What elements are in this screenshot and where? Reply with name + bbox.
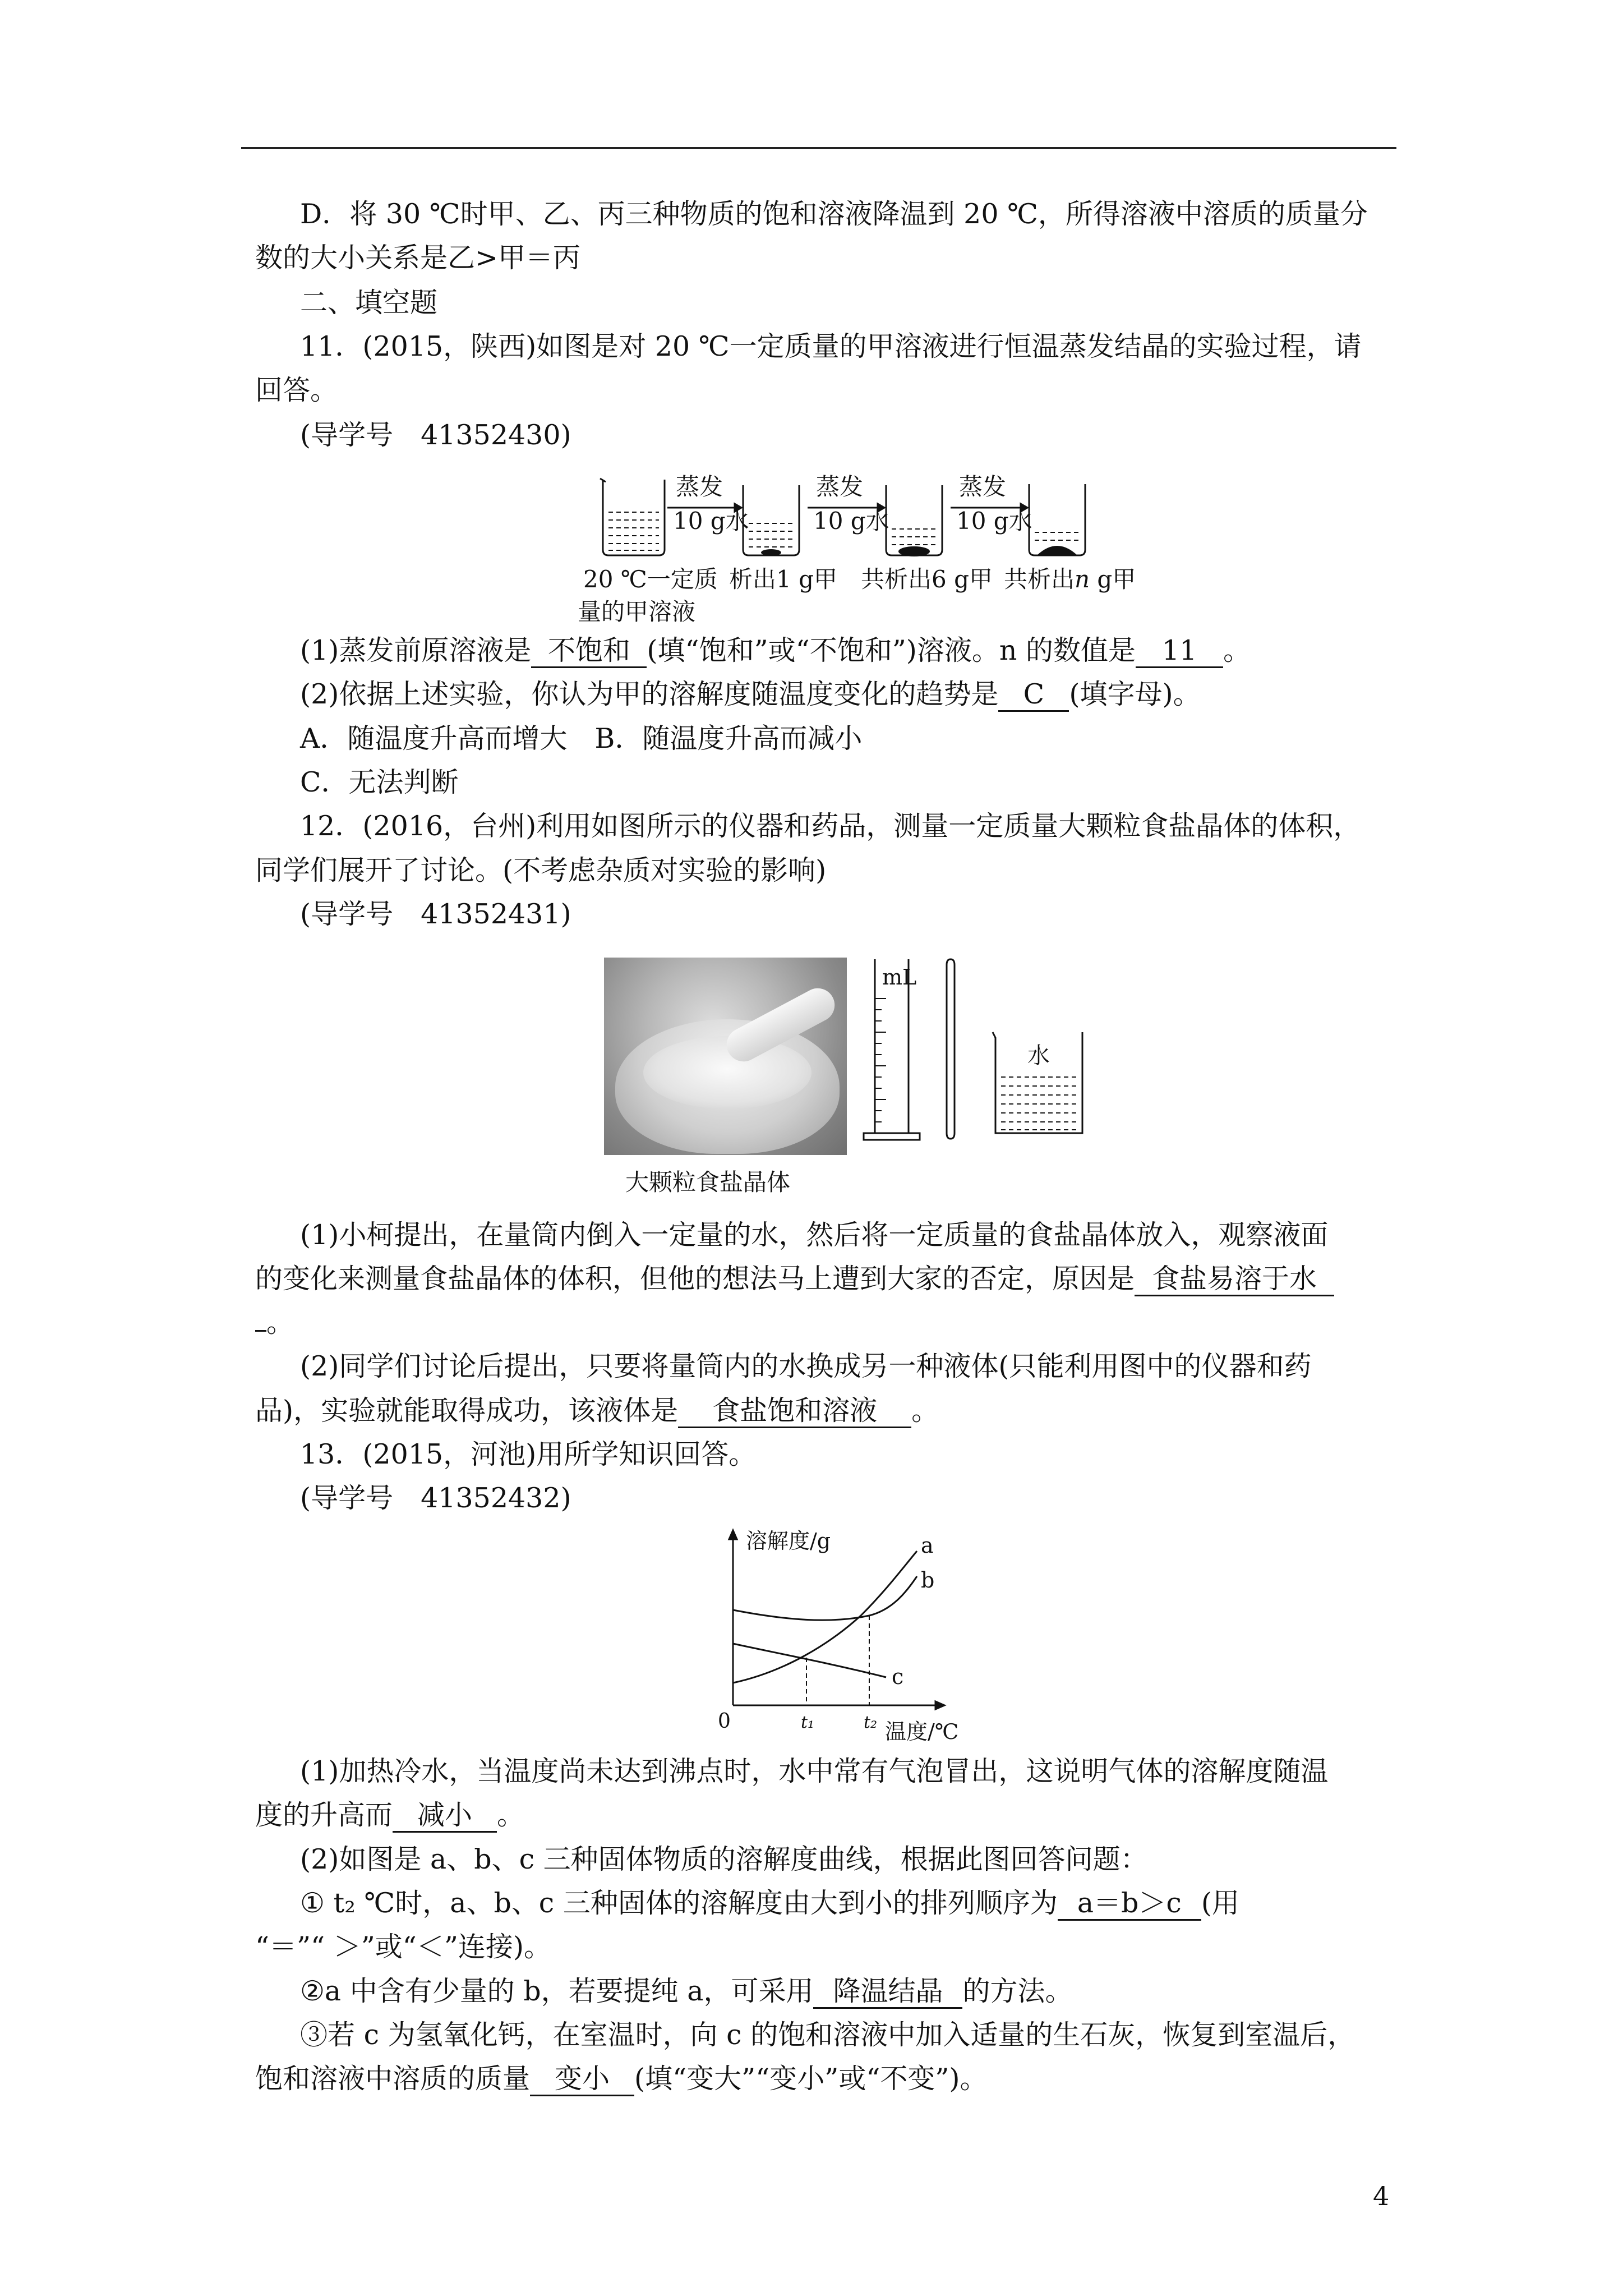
question-11-option-c: C．无法判断 xyxy=(300,766,459,798)
question-11-guide-number: (导学号 41352430) xyxy=(300,419,571,451)
question-13-part-2-1-line2: “＝”“ ＞”或“＜”连接)。 xyxy=(255,1931,551,1963)
question-12-part-2-line1: (2)同学们讨论后提出，只要将量筒内的水换成另一种液体(只能利用图中的仪器和药 xyxy=(300,1350,1312,1382)
question-13-part-2-2: ②a 中含有少量的 b，若要提纯 a，可采用 降温结晶 的方法。 xyxy=(300,1975,1072,2009)
question-12-stem-line2: 同学们展开了讨论。(不考虑杂质对实验的影响) xyxy=(255,854,827,886)
page-number: 4 xyxy=(1373,2181,1390,2211)
crystal-large xyxy=(1038,546,1077,555)
curve-b-label: b xyxy=(921,1568,935,1593)
question-12-stem-line1: 12．(2016，台州)利用如图所示的仪器和药品，测量一定质量大颗粒食盐晶体的体积， xyxy=(300,810,1361,842)
t1-label: t₁ xyxy=(801,1713,815,1732)
arrow-3-bottom-label: 10 g水 xyxy=(956,507,1032,535)
solubility-curve-figure xyxy=(701,1520,993,1756)
arrow-1-top-label: 蒸发 xyxy=(676,473,723,500)
salt-crystal-photo xyxy=(604,958,847,1155)
section-heading: 二、填空题 xyxy=(300,287,438,319)
curve-c-label: c xyxy=(892,1664,904,1689)
question-12-part-2-line2: 品)，实验就能取得成功，该液体是 食盐饱和溶液 。 xyxy=(255,1394,939,1428)
answer-blank-liquid: 食盐饱和溶液 xyxy=(678,1395,911,1428)
y-axis-label: 溶解度/g xyxy=(746,1529,831,1553)
cylinder-unit-label: mL xyxy=(882,965,917,990)
x-axis-label: 温度/℃ xyxy=(885,1719,959,1744)
question-13-stem: 13．(2015，河池)用所学知识回答。 xyxy=(300,1438,757,1470)
beaker-1-label-line2: 量的甲溶液 xyxy=(578,598,696,625)
question-12-part-1-line1: (1)小柯提出，在量筒内倒入一定量的水，然后将一定质量的食盐晶体放入，观察液面 xyxy=(300,1219,1329,1251)
answer-blank-trend: C xyxy=(998,679,1069,712)
solubility-chart xyxy=(701,1520,993,1756)
answer-blank-method: 降温结晶 xyxy=(813,1976,962,2009)
instruments-diagram xyxy=(847,954,1138,1167)
answer-blank-reason: 食盐易溶于水 xyxy=(1135,1263,1334,1296)
beaker-4-label: 共析出n g甲 xyxy=(1004,565,1136,593)
answer-blank-n-value: 11 xyxy=(1136,635,1223,668)
arrow-3-top-label: 蒸发 xyxy=(959,473,1007,500)
question-12-guide-number: (导学号 41352431) xyxy=(300,898,571,930)
question-11-stem-line2: 回答。 xyxy=(255,374,338,406)
curve-b xyxy=(733,1576,917,1620)
question-13-part-2: (2)如图是 a、b、c 三种固体物质的溶解度曲线，根据此图回答问题： xyxy=(300,1843,1148,1875)
option-d-line2: 数的大小关系是乙>甲＝丙 xyxy=(255,242,581,274)
beaker-2-label: 析出1 g甲 xyxy=(729,565,837,593)
beaker-3-label: 共析出6 g甲 xyxy=(861,565,993,593)
question-13-part-2-3-line2: 饱和溶液中溶质的质量 变小 (填“变大”“变小”或“不变”)。 xyxy=(255,2062,988,2096)
evaporation-process-figure xyxy=(561,463,1166,631)
question-12-part-1-line2: 的变化来测量食盐晶体的体积，但他的想法马上遭到大家的否定，原因是 食盐易溶于水 xyxy=(255,1262,1334,1296)
photo-caption: 大颗粒食盐晶体 xyxy=(625,1168,791,1196)
beaker-4 xyxy=(1029,484,1085,555)
arrow-2-top-label: 蒸发 xyxy=(816,473,864,500)
answer-blank-order: a＝b＞c xyxy=(1058,1888,1201,1921)
question-11-part-1: (1)蒸发前原溶液是 不饱和 (填“饱和”或“不饱和”)溶液。n 的数值是 11 。 xyxy=(300,634,1251,668)
arrow-1-bottom-label: 10 g水 xyxy=(673,507,749,535)
question-11-part-2: (2)依据上述实验，你认为甲的溶解度随温度变化的趋势是 C (填字母)。 xyxy=(300,678,1201,712)
question-13-part-2-3-line1: ③若 c 为氢氧化钙，在室温时，向 c 的饱和溶液中加入适量的生石灰，恢复到室温后， xyxy=(300,2019,1355,2051)
beaker-1-label-line1: 20 ℃一定质 xyxy=(583,565,718,593)
beaker-2 xyxy=(743,485,799,555)
origin-label: 0 xyxy=(718,1710,731,1733)
answer-blank-mass-change: 变小 xyxy=(530,2063,634,2096)
question-12-part-1-line3: 。 xyxy=(255,1306,294,1340)
curve-c xyxy=(733,1644,886,1677)
crystal-small xyxy=(761,549,781,556)
answer-blank-unsaturated: 不饱和 xyxy=(531,635,647,668)
question-11-stem-line1: 11．(2015，陕西)如图是对 20 ℃一定质量的甲溶液进行恒温蒸发结晶的实验过程，请 xyxy=(300,330,1362,362)
option-d-line1: D．将 30 ℃时甲、乙、丙三种物质的饱和溶液降温到 20 ℃，所得溶液中溶质的质量分 xyxy=(300,198,1368,230)
question-13-part-1-line1: (1)加热冷水，当温度尚未达到沸点时，水中常有气泡冒出，这说明气体的溶解度随温 xyxy=(300,1755,1329,1787)
header-rule xyxy=(241,147,1396,149)
arrow-2-bottom-label: 10 g水 xyxy=(813,507,889,535)
evaporation-diagram xyxy=(561,463,1166,631)
glass-rod xyxy=(947,959,955,1139)
question-13-guide-number: (导学号 41352432) xyxy=(300,1482,571,1514)
t2-label: t₂ xyxy=(864,1713,878,1732)
crystal-medium xyxy=(898,546,930,556)
curve-a-label: a xyxy=(921,1533,934,1558)
water-label: 水 xyxy=(1027,1043,1050,1069)
question-11-options-ab: A．随温度升高而增大 B．随温度升高而减小 xyxy=(300,723,863,754)
question-13-part-1-line2: 度的升高而 减小 。 xyxy=(255,1798,524,1833)
instruments-figure xyxy=(847,954,1138,1167)
question-13-part-2-1-line1: ① t₂ ℃时，a、b、c 三种固体的溶解度由大到小的排列顺序为 a＝b＞c (用 xyxy=(300,1887,1239,1921)
answer-blank-decrease: 减小 xyxy=(393,1800,497,1833)
